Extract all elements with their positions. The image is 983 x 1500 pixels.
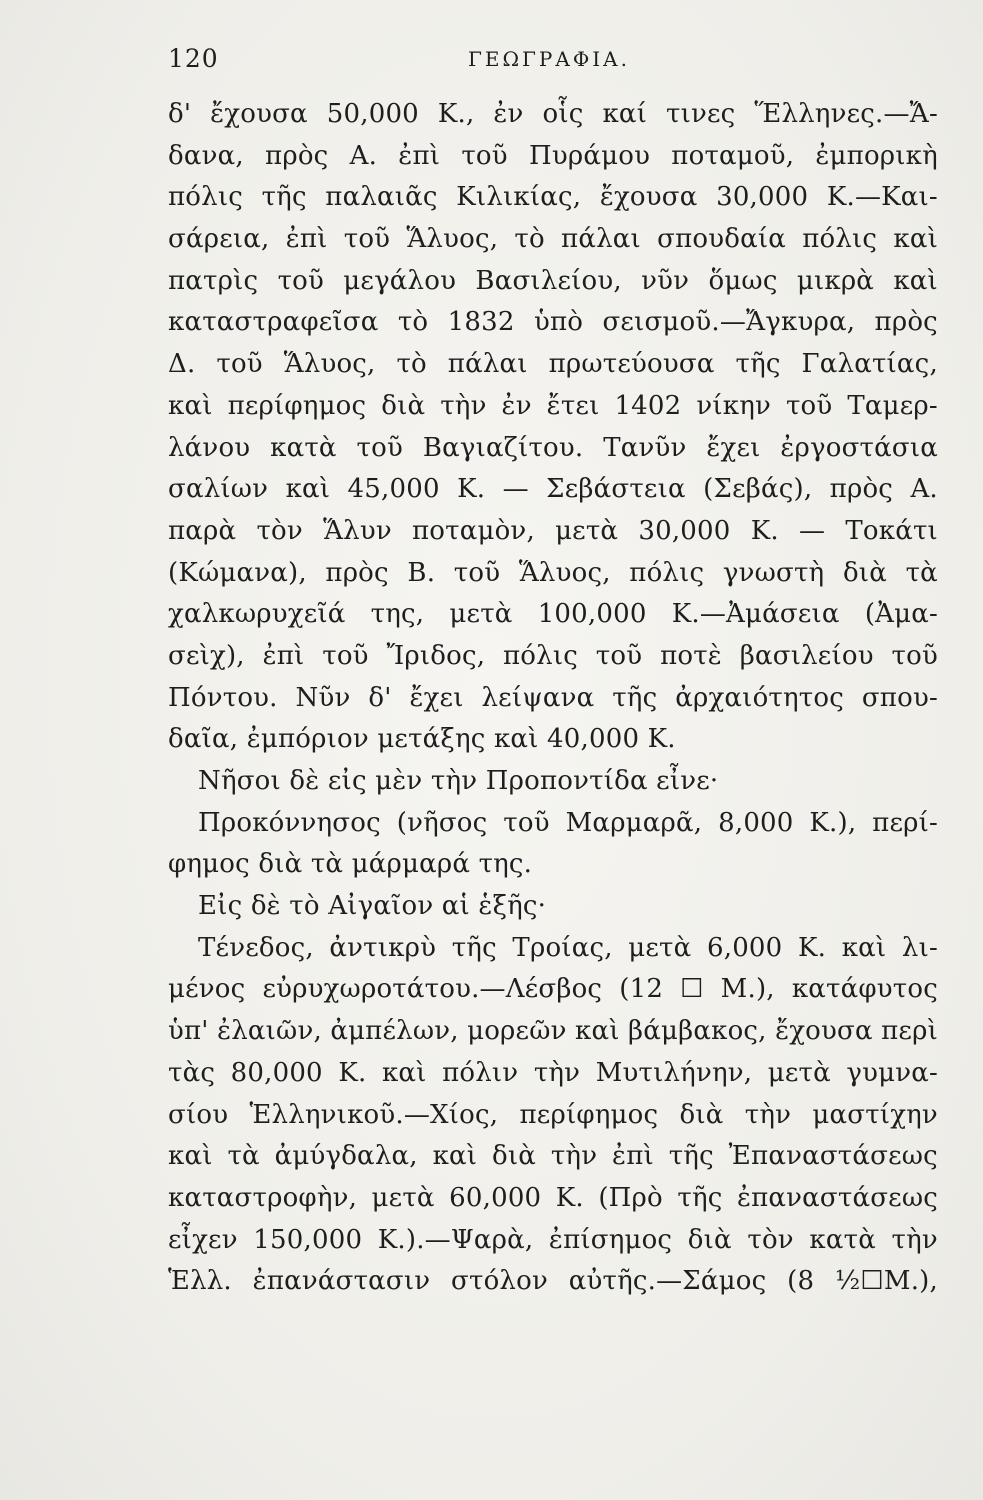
body-text (168, 94, 938, 1303)
text-line: σίου Ἑλληνικοῦ.—Χίος, περίφημος διὰ τὴν μαστίχην (168, 1099, 938, 1130)
text-line: μένος εὐρυχωροτάτου.—Λέσβος (12 ☐ Μ.), κατάφυτος (168, 974, 938, 1005)
text-line: Δ. τοῦ Ἅλυος, τὸ πάλαι πρωτεύουσα τῆς Γαλατίας, (168, 349, 938, 380)
running-title: ΓΕΩΓΡΑΦΙΑ. (468, 47, 630, 71)
text-line: Εἰς δὲ τὸ Αἰγαῖον αἱ ἑξῆς· (198, 891, 547, 922)
text-line: εἶχεν 150,000 Κ.).—Ψαρὰ, ἐπίσημος διὰ τὸν κατὰ τὴν (168, 1224, 938, 1255)
text-line: ὑπ' ἐλαιῶν, ἀμπέλων, μορεῶν καὶ βάμβακος, ἔχουσα περὶ (168, 1016, 938, 1047)
text-line: δαῖα, ἐμπόριον μετάξης καὶ 40,000 Κ. (168, 724, 676, 755)
text-line: Προκόννησος (νῆσος τοῦ Μαρμαρᾶ, 8,000 Κ.), περί- (198, 807, 938, 838)
text-line: χαλκωρυχεῖά της, μετὰ 100,000 Κ.—Ἀμάσεια (Ἀμα- (168, 599, 938, 630)
text-line: φημος διὰ τὰ μάρμαρά της. (168, 849, 533, 880)
text-line: καταστροφὴν, μετὰ 60,000 Κ. (Πρὸ τῆς ἐπαναστάσεως (168, 1182, 938, 1213)
page-header (168, 44, 938, 84)
text-line: Πόντου. Νῦν δ' ἔχει λείψανα τῆς ἀρχαιότητος σπου- (168, 682, 938, 713)
page-number: 120 (168, 44, 219, 73)
text-line: Ἑλλ. ἐπανάστασιν στόλον αὐτῆς.—Σάμος (8 ½☐Μ.), (168, 1266, 938, 1297)
text-line: δανα, πρὸς Α. ἐπὶ τοῦ Πυράμου ποταμοῦ, ἐμπορικὴ (168, 140, 938, 171)
text-line: δ' ἔχουσα 50,000 Κ., ἐν οἷς καί τινες Ἕλληνες.—Ἄ- (168, 99, 938, 129)
text-line: λάνου κατὰ τοῦ Βαγιαζίτου. Τανῦν ἔχει ἐργοστάσια (168, 432, 938, 463)
text-line: Τένεδος, ἀντικρὺ τῆς Τροίας, μετὰ 6,000 Κ. καὶ λι- (198, 932, 938, 963)
text-line: σάρεια, ἐπὶ τοῦ Ἅλυος, τὸ πάλαι σπουδαία πόλις καὶ (168, 224, 938, 255)
text-line: Νῆσοι δὲ εἰς μὲν τὴν Προποντίδα εἶνε· (198, 766, 719, 796)
text-line: σαλίων καὶ 45,000 Κ. — Σεβάστεια (Σεβάς), πρὸς Α. (168, 474, 938, 505)
text-line: σεὶχ), ἐπὶ τοῦ Ἴριδος, πόλις τοῦ ποτὲ βασιλείου τοῦ (168, 640, 938, 671)
text-line: πατρὶς τοῦ μεγάλου Βασιλείου, νῦν ὅμως μικρὰ καὶ (168, 265, 938, 296)
text-line: πόλις τῆς παλαιᾶς Κιλικίας, ἔχουσα 30,000 Κ.—Και- (168, 182, 938, 213)
text-line: παρὰ τὸν Ἅλυν ποταμὸν, μετὰ 30,000 Κ. — Τοκάτι (168, 515, 938, 546)
text-line: τὰς 80,000 Κ. καὶ πόλιν τὴν Μυτιλήνην, μετὰ γυμνα- (168, 1057, 938, 1088)
text-line: (Κώμανα), πρὸς Β. τοῦ Ἅλυος, πόλις γνωστὴ διὰ τὰ (168, 557, 938, 588)
text-line: καὶ περίφημος διὰ τὴν ἐν ἔτει 1402 νίκην τοῦ Ταμερ- (168, 390, 938, 421)
text-line: καὶ τὰ ἀμύγδαλα, καὶ διὰ τὴν ἐπὶ τῆς Ἐπαναστάσεως (168, 1141, 938, 1172)
text-line: καταστραφεῖσα τὸ 1832 ὑπὸ σεισμοῦ.—Ἄγκυρα, πρὸς (168, 307, 938, 338)
